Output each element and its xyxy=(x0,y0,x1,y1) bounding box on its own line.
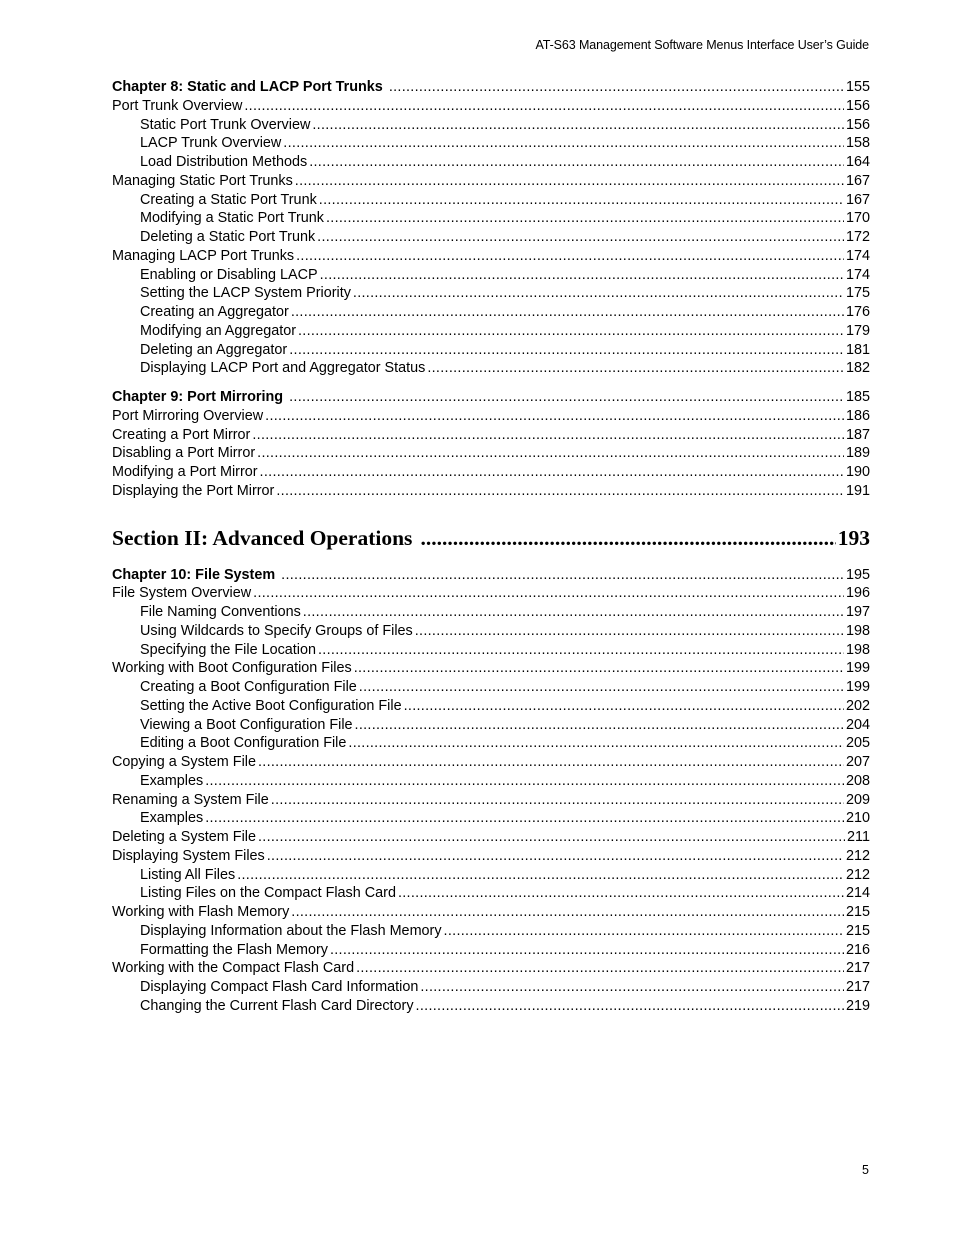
toc-page-number: 208 xyxy=(845,772,870,789)
toc-subentry[interactable] xyxy=(112,341,870,360)
toc-entry-title: Port Trunk Overview xyxy=(112,97,243,114)
toc-entry-title: Modifying a Port Mirror xyxy=(112,464,258,480)
toc-section-heading[interactable] xyxy=(112,524,870,552)
toc-subentry[interactable] xyxy=(112,603,870,622)
toc-page-number: 207 xyxy=(845,754,870,770)
toc-entry[interactable] xyxy=(112,482,870,501)
toc-entry-title: Listing All Files xyxy=(140,866,236,883)
toc-page-number: 155 xyxy=(845,79,870,95)
toc-entry[interactable] xyxy=(112,791,870,810)
toc-page-number: 156 xyxy=(845,97,870,114)
toc-subentry[interactable] xyxy=(112,809,870,828)
toc-entry[interactable] xyxy=(112,584,870,603)
toc-page-number: 179 xyxy=(845,322,870,339)
dot-leader xyxy=(319,191,844,210)
toc-page-number: 209 xyxy=(845,791,870,808)
toc-entry-title: Displaying the Port Mirror xyxy=(112,482,275,499)
toc-entry-title: Managing LACP Port Trunks xyxy=(112,247,295,264)
toc-subentry[interactable] xyxy=(112,884,870,903)
toc-entry-title: Displaying Information about the Flash Memory xyxy=(140,922,442,939)
toc-subentry[interactable] xyxy=(112,209,870,228)
toc-page-number: 167 xyxy=(845,172,870,189)
toc-chapter-10-entries xyxy=(112,584,870,1015)
dot-leader xyxy=(296,247,844,266)
toc-chapter-9-entries xyxy=(112,407,870,501)
toc-page-number: 210 xyxy=(845,810,870,827)
toc-page-number: 217 xyxy=(845,979,870,995)
toc-page-number: 185 xyxy=(845,389,870,405)
dot-leader xyxy=(318,641,844,660)
dot-leader xyxy=(267,847,844,866)
toc-page-number: 205 xyxy=(845,735,870,752)
dot-leader xyxy=(253,584,844,603)
dot-leader xyxy=(276,482,844,501)
toc-subentry[interactable] xyxy=(112,866,870,885)
toc-entry-title: Port Mirroring Overview xyxy=(112,407,264,424)
toc-subentry[interactable] xyxy=(112,322,870,341)
toc-entry[interactable] xyxy=(112,444,870,463)
toc-entry-title: Creating a Boot Configuration File xyxy=(140,679,357,695)
running-header: AT-S63 Management Software Menus Interface User’s Guide xyxy=(535,38,869,52)
toc-entry-title: File Naming Conventions xyxy=(140,604,301,620)
dot-leader xyxy=(356,959,844,978)
toc-entry-title: Creating a Port Mirror xyxy=(112,426,251,443)
toc-subentry[interactable] xyxy=(112,716,870,735)
toc-subentry[interactable] xyxy=(112,153,870,172)
toc-page-number: 182 xyxy=(845,360,870,377)
dot-leader xyxy=(244,97,844,116)
toc-entry[interactable] xyxy=(112,97,870,116)
toc-page-number: 175 xyxy=(845,285,870,302)
dot-leader xyxy=(420,978,844,997)
dot-leader xyxy=(348,734,844,753)
toc-entry-title: Working with the Compact Flash Card xyxy=(112,960,355,977)
toc-entry[interactable] xyxy=(112,172,870,191)
toc-subentry[interactable] xyxy=(112,978,870,997)
toc-subentry[interactable] xyxy=(112,284,870,303)
toc-page-number: 170 xyxy=(845,210,870,227)
toc-entry-title: Changing the Current Flash Card Directory xyxy=(140,997,414,1014)
toc-page-number: 198 xyxy=(845,641,870,658)
toc-subentry[interactable] xyxy=(112,191,870,210)
dot-leader xyxy=(317,228,844,247)
toc-subentry[interactable] xyxy=(112,772,870,791)
toc-page-number: 181 xyxy=(845,341,870,358)
dot-leader xyxy=(258,828,845,847)
toc-entry-title: Editing a Boot Configuration File xyxy=(140,735,347,752)
toc-entry-title: Modifying an Aggregator xyxy=(140,322,296,339)
dot-leader xyxy=(416,997,844,1016)
dot-leader xyxy=(359,678,844,697)
toc-page-number: 174 xyxy=(845,247,870,264)
toc-subentry[interactable] xyxy=(112,678,870,697)
toc-entry-title: Creating a Static Port Trunk xyxy=(140,191,317,208)
toc-page-number: 164 xyxy=(845,154,870,170)
dot-leader xyxy=(320,266,844,285)
toc-subentry[interactable] xyxy=(112,922,870,941)
toc-entry[interactable] xyxy=(112,828,870,847)
toc-entry-title: Disabling a Port Mirror xyxy=(112,445,256,462)
toc-entry-title: File System Overview xyxy=(112,585,252,602)
toc-subentry[interactable] xyxy=(112,359,870,378)
toc-entry-title: Static Port Trunk Overview xyxy=(140,116,311,133)
dot-leader xyxy=(291,303,844,322)
toc-page-number: 172 xyxy=(845,229,870,245)
dot-leader xyxy=(303,603,844,622)
table-of-contents xyxy=(112,78,870,1016)
toc-page-number: 186 xyxy=(845,407,870,424)
toc-entry-title: Modifying a Static Port Trunk xyxy=(140,210,324,227)
toc-page-number: 217 xyxy=(845,960,870,977)
toc-entry-title: Examples xyxy=(140,810,204,827)
toc-chapter-heading[interactable] xyxy=(112,566,870,585)
toc-page-number: 215 xyxy=(845,922,870,939)
dot-leader xyxy=(252,426,844,445)
toc-page-number: 187 xyxy=(845,426,870,443)
toc-entry-title: Viewing a Boot Configuration File xyxy=(140,716,353,733)
toc-entry-title: Displaying System Files xyxy=(112,847,265,864)
toc-entry-title: Chapter 8: Static and LACP Port Trunks xyxy=(112,79,383,95)
toc-page-number: 167 xyxy=(845,191,870,208)
toc-entry-title: Enabling or Disabling LACP xyxy=(140,266,318,283)
toc-entry-title: Setting the LACP System Priority xyxy=(140,285,351,302)
toc-entry-title: Load Distribution Methods xyxy=(140,154,308,170)
dot-leader xyxy=(257,444,844,463)
toc-entry-title: Displaying Compact Flash Card Information xyxy=(140,979,419,995)
toc-entry-title: Chapter 10: File System xyxy=(112,566,276,583)
dot-leader xyxy=(289,341,844,360)
toc-entry-title: Working with Flash Memory xyxy=(112,904,290,920)
toc-chapter-heading[interactable] xyxy=(112,78,870,97)
toc-page-number: 202 xyxy=(845,697,870,714)
toc-entry-title: Deleting a Static Port Trunk xyxy=(140,229,316,245)
toc-entry[interactable] xyxy=(112,247,870,266)
toc-page-number: 212 xyxy=(845,866,870,883)
dot-leader xyxy=(312,116,844,135)
toc-entry[interactable] xyxy=(112,959,870,978)
toc-page-number: 214 xyxy=(845,885,870,902)
dot-leader xyxy=(389,78,844,97)
toc-page-number: 174 xyxy=(845,266,870,283)
dot-leader xyxy=(309,153,844,172)
dot-leader xyxy=(271,791,844,810)
toc-page-number: 215 xyxy=(845,904,870,920)
toc-entry-title: Displaying LACP Port and Aggregator Status xyxy=(140,360,426,377)
toc-page-number: 212 xyxy=(845,847,870,864)
dot-leader xyxy=(404,697,844,716)
toc-entry[interactable] xyxy=(112,903,870,922)
toc-subentry[interactable] xyxy=(112,116,870,135)
dot-leader xyxy=(265,407,844,426)
toc-subentry[interactable] xyxy=(112,228,870,247)
toc-entry-title: Working with Boot Configuration Files xyxy=(112,660,352,677)
toc-entry-title: Creating an Aggregator xyxy=(140,304,289,320)
toc-page-number: 193 xyxy=(837,525,870,550)
dot-leader xyxy=(283,134,844,153)
toc-page-number: 199 xyxy=(845,679,870,695)
toc-page-number: 219 xyxy=(845,997,870,1014)
dot-leader xyxy=(205,809,844,828)
toc-entry-title: LACP Trunk Overview xyxy=(140,135,282,152)
toc-page-number: 196 xyxy=(845,585,870,602)
toc-chapter-heading[interactable] xyxy=(112,388,870,407)
dot-leader xyxy=(398,884,844,903)
toc-subentry[interactable] xyxy=(112,697,870,716)
toc-entry-title: Chapter 9: Port Mirroring xyxy=(112,389,284,405)
toc-entry-title: Using Wildcards to Specify Groups of Files xyxy=(140,622,413,639)
toc-entry-title: Specifying the File Location xyxy=(140,641,316,658)
toc-entry[interactable] xyxy=(112,426,870,445)
toc-page-number: 195 xyxy=(845,566,870,583)
dot-leader xyxy=(326,209,844,228)
toc-page-number: 197 xyxy=(845,604,870,620)
dot-leader xyxy=(427,359,844,378)
toc-entry-title: Copying a System File xyxy=(112,754,256,770)
toc-section-title: Section II: Advanced Operations xyxy=(112,525,413,550)
toc-subentry[interactable] xyxy=(112,641,870,660)
toc-subentry[interactable] xyxy=(112,622,870,641)
dot-leader xyxy=(237,866,844,885)
toc-subentry[interactable] xyxy=(112,303,870,322)
toc-page-number: 211 xyxy=(847,829,870,845)
toc-subentry[interactable] xyxy=(112,134,870,153)
toc-chapter-8-entries xyxy=(112,97,870,378)
page-number: 5 xyxy=(862,1163,869,1177)
toc-page-number: 191 xyxy=(845,482,870,499)
toc-entry-title: Examples xyxy=(140,772,204,789)
dot-leader xyxy=(354,659,844,678)
toc-subentry[interactable] xyxy=(112,997,870,1016)
dot-leader xyxy=(353,284,844,303)
toc-page-number: 204 xyxy=(845,716,870,733)
toc-entry[interactable] xyxy=(112,847,870,866)
toc-entry-title: Listing Files on the Compact Flash Card xyxy=(140,885,396,902)
dot-leader xyxy=(260,463,844,482)
toc-entry-title: Renaming a System File xyxy=(112,791,269,808)
dot-leader xyxy=(291,903,844,922)
dot-leader xyxy=(444,922,844,941)
dot-leader xyxy=(295,172,844,191)
dot-leader xyxy=(415,622,844,641)
toc-page-number: 189 xyxy=(845,445,870,462)
dot-leader xyxy=(281,566,844,585)
toc-entry-title: Formatting the Flash Memory xyxy=(140,941,328,958)
toc-entry[interactable] xyxy=(112,463,870,482)
toc-entry-title: Deleting an Aggregator xyxy=(140,341,288,358)
toc-page-number: 216 xyxy=(845,941,870,958)
toc-page-number: 176 xyxy=(845,304,870,320)
toc-page-number: 198 xyxy=(845,622,870,639)
dot-leader xyxy=(289,388,844,407)
toc-entry-title: Deleting a System File xyxy=(112,829,256,845)
toc-subentry[interactable] xyxy=(112,941,870,960)
toc-entry-title: Managing Static Port Trunks xyxy=(112,172,293,189)
toc-entry-title: Setting the Active Boot Configuration File xyxy=(140,697,402,714)
toc-page-number: 190 xyxy=(845,464,870,480)
toc-page-number: 158 xyxy=(845,135,870,152)
dot-leader xyxy=(420,524,835,552)
dot-leader xyxy=(205,772,844,791)
toc-entry[interactable] xyxy=(112,659,870,678)
toc-subentry[interactable] xyxy=(112,734,870,753)
dot-leader xyxy=(355,716,844,735)
toc-entry[interactable] xyxy=(112,407,870,426)
dot-leader xyxy=(298,322,844,341)
toc-subentry[interactable] xyxy=(112,266,870,285)
dot-leader xyxy=(258,753,844,772)
toc-page-number: 199 xyxy=(845,660,870,677)
dot-leader xyxy=(330,941,844,960)
toc-page-number: 156 xyxy=(845,116,870,133)
toc-entry[interactable] xyxy=(112,753,870,772)
